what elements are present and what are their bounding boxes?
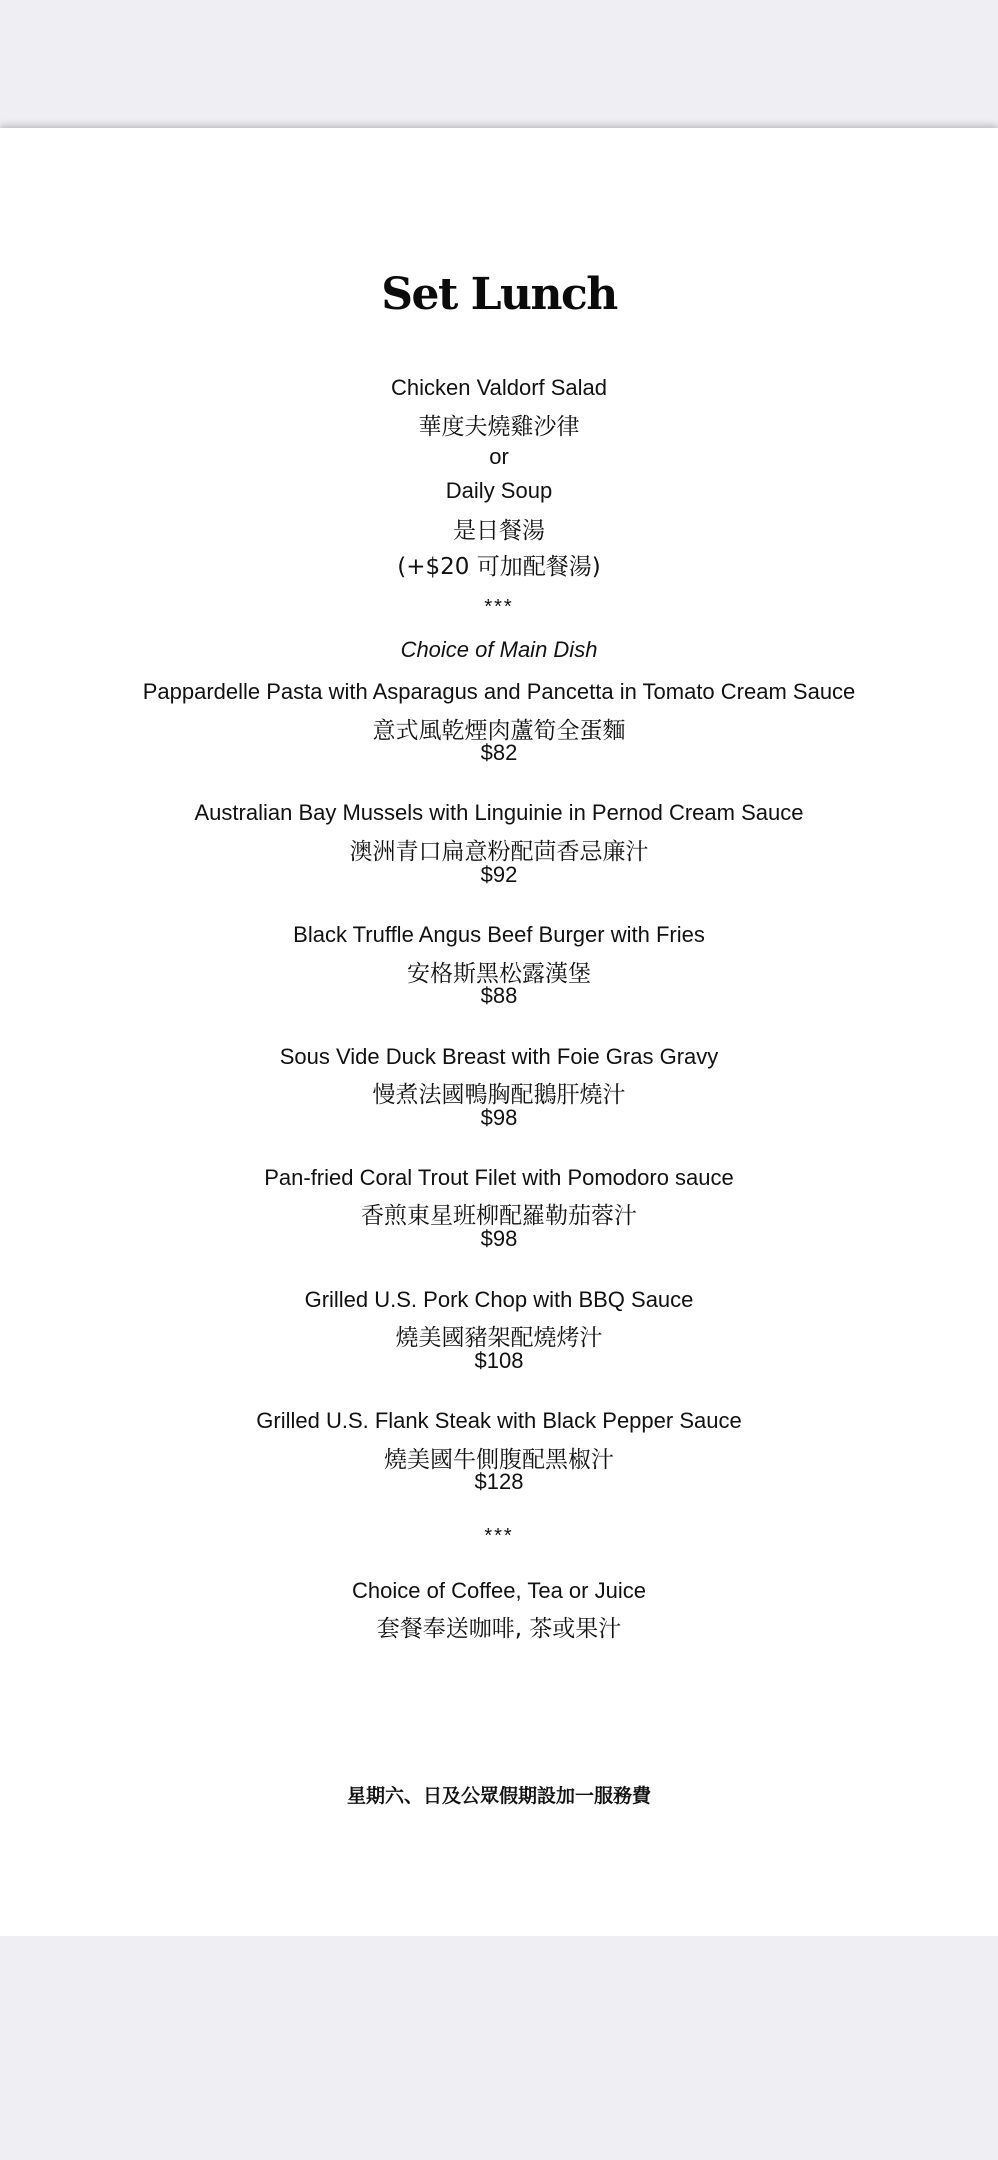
salad-name-zh: 華度夫燒雞沙律 [418,414,580,440]
main-1-price: $82 [480,740,518,765]
main-4-name-zh: 慢煮法國鴨胸配鵝肝燒汁 [372,1082,626,1108]
divider-stars-2: *** [484,1525,514,1547]
service-charge-note: 星期六、日及公眾假期設加一服務費 [346,1785,651,1807]
main-3-price: $88 [480,983,518,1008]
main-6-name-zh: 燒美國豬架配燒烤汁 [395,1325,603,1351]
main-6-price: $108 [474,1348,524,1373]
main-5-name-en: Pan-fried Coral Trout Filet with Pomodoro sauce [264,1165,734,1190]
main-5-name-zh: 香煎東星班柳配羅勒茄蓉汁 [361,1203,637,1229]
main-dish-heading: Choice of Main Dish [400,637,598,662]
main-1-name-zh: 意式風乾煙肉蘆筍全蛋麵 [372,718,626,744]
main-2-name-zh: 澳洲青口扁意粉配茴香忌廉汁 [349,839,649,865]
main-3-name-zh: 安格斯黑松露漢堡 [407,961,591,987]
soup-addon: (+$20 可加配餐湯) [397,554,601,580]
main-2-name-en: Australian Bay Mussels with Linguinie in Pernod Cream Sauce [194,800,804,825]
main-6-name-en: Grilled U.S. Pork Chop with BBQ Sauce [304,1287,694,1312]
drinks-zh: 套餐奉送咖啡, 茶或果汁 [376,1616,622,1642]
main-4-name-en: Sous Vide Duck Breast with Foie Gras Gravy [279,1044,719,1069]
menu-page [0,128,998,1936]
main-3-name-en: Black Truffle Angus Beef Burger with Fries [293,922,705,947]
main-1-name-en: Pappardelle Pasta with Asparagus and Pancetta in Tomato Cream Sauce [142,679,856,704]
divider-stars: *** [484,596,514,618]
main-7-price: $128 [474,1469,524,1494]
or-text: or [489,444,509,469]
menu-title: Set Lunch [381,269,617,320]
top-background [0,0,998,128]
main-4-price: $98 [480,1105,518,1130]
soup-name-en: Daily Soup [445,478,553,503]
drinks-en: Choice of Coffee, Tea or Juice [352,1578,646,1603]
soup-name-zh: 是日餐湯 [453,518,545,544]
salad-name-en: Chicken Valdorf Salad [390,375,608,400]
main-2-price: $92 [480,862,518,887]
bottom-background [0,1936,998,2160]
main-7-name-en: Grilled U.S. Flank Steak with Black Pepper Sauce [256,1408,742,1433]
main-7-name-zh: 燒美國牛側腹配黑椒汁 [384,1447,614,1473]
main-5-price: $98 [480,1226,518,1251]
